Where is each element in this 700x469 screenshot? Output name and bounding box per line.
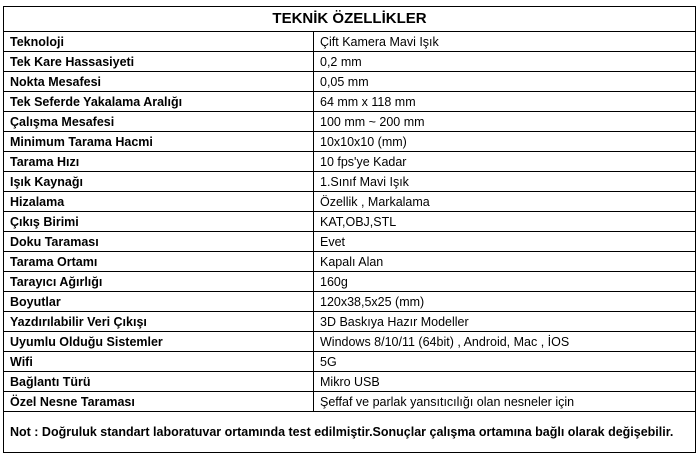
spec-label: Uyumlu Olduğu Sistemler bbox=[4, 332, 314, 352]
spec-value: KAT,OBJ,STL bbox=[314, 212, 696, 232]
spec-value: Çift Kamera Mavi Işık bbox=[314, 32, 696, 52]
spec-label: Tek Kare Hassasiyeti bbox=[4, 52, 314, 72]
spec-value: 0,2 mm bbox=[314, 52, 696, 72]
table-row bbox=[4, 52, 696, 72]
spec-label: Bağlantı Türü bbox=[4, 372, 314, 392]
spec-label: Boyutlar bbox=[4, 292, 314, 312]
spec-value: Mikro USB bbox=[314, 372, 696, 392]
spec-label: Nokta Mesafesi bbox=[4, 72, 314, 92]
table-row bbox=[4, 312, 696, 332]
table-row bbox=[4, 372, 696, 392]
spec-label: Tarama Hızı bbox=[4, 152, 314, 172]
table-row bbox=[4, 172, 696, 192]
table-row bbox=[4, 392, 696, 412]
table-row bbox=[4, 332, 696, 352]
note-row bbox=[4, 412, 696, 453]
table-row bbox=[4, 252, 696, 272]
spec-value: Kapalı Alan bbox=[314, 252, 696, 272]
spec-value: 10 fps'ye Kadar bbox=[314, 152, 696, 172]
spec-value: 10x10x10 (mm) bbox=[314, 132, 696, 152]
spec-value: 160g bbox=[314, 272, 696, 292]
spec-label: Minimum Tarama Hacmi bbox=[4, 132, 314, 152]
spec-label: Tarama Ortamı bbox=[4, 252, 314, 272]
table-row bbox=[4, 292, 696, 312]
spec-value: Evet bbox=[314, 232, 696, 252]
spec-label: Tarayıcı Ağırlığı bbox=[4, 272, 314, 292]
spec-value: 1.Sınıf Mavi Işık bbox=[314, 172, 696, 192]
table-title: TEKNİK ÖZELLİKLER bbox=[4, 7, 696, 32]
table-row bbox=[4, 92, 696, 112]
spec-value: Özellik , Markalama bbox=[314, 192, 696, 212]
spec-value: 5G bbox=[314, 352, 696, 372]
table-row bbox=[4, 212, 696, 232]
footnote: Not : Doğruluk standart laboratuvar ortamında test edilmiştir.Sonuçlar çalışma ortamına bağlı olarak değişebilir. bbox=[4, 412, 696, 453]
table-row bbox=[4, 132, 696, 152]
title-row bbox=[4, 7, 696, 32]
spec-label: Hizalama bbox=[4, 192, 314, 212]
table-row bbox=[4, 232, 696, 252]
spec-value: 0,05 mm bbox=[314, 72, 696, 92]
spec-label: Tek Seferde Yakalama Aralığı bbox=[4, 92, 314, 112]
table-row bbox=[4, 112, 696, 132]
spec-label: Wifi bbox=[4, 352, 314, 372]
spec-value: Şeffaf ve parlak yansıtıcılığı olan nesneler için bbox=[314, 392, 696, 412]
table-row bbox=[4, 32, 696, 52]
spec-label: Doku Taraması bbox=[4, 232, 314, 252]
spec-value: 64 mm x 118 mm bbox=[314, 92, 696, 112]
table-row bbox=[4, 152, 696, 172]
spec-label: Teknoloji bbox=[4, 32, 314, 52]
table-row bbox=[4, 72, 696, 92]
table-row bbox=[4, 192, 696, 212]
spec-value: 120x38,5x25 (mm) bbox=[314, 292, 696, 312]
spec-value: Windows 8/10/11 (64bit) , Android, Mac , İOS bbox=[314, 332, 696, 352]
spec-value: 3D Baskıya Hazır Modeller bbox=[314, 312, 696, 332]
spec-label: Yazdırılabilir Veri Çıkışı bbox=[4, 312, 314, 332]
spec-label: Işık Kaynağı bbox=[4, 172, 314, 192]
spec-value: 100 mm ~ 200 mm bbox=[314, 112, 696, 132]
table-row bbox=[4, 272, 696, 292]
table-row bbox=[4, 352, 696, 372]
spec-label: Çalışma Mesafesi bbox=[4, 112, 314, 132]
spec-table bbox=[3, 6, 696, 453]
spec-label: Özel Nesne Taraması bbox=[4, 392, 314, 412]
spec-label: Çıkış Birimi bbox=[4, 212, 314, 232]
